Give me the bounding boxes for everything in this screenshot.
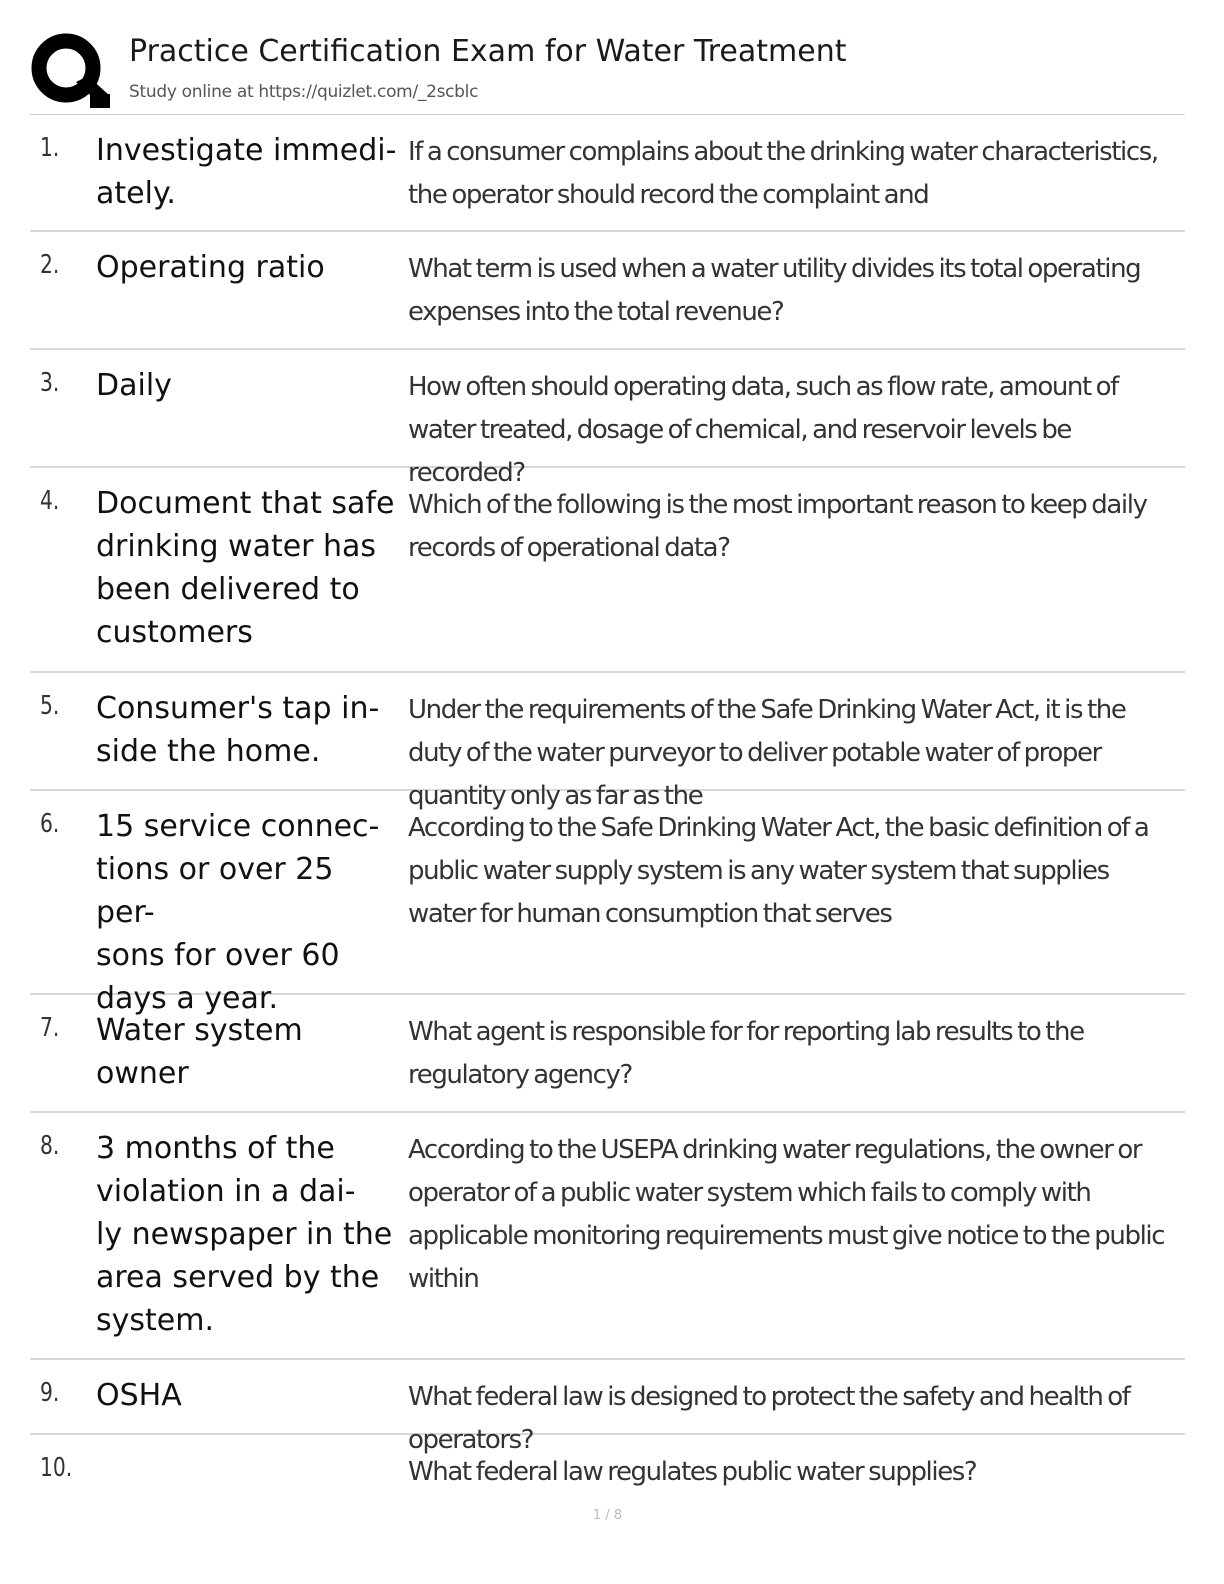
card-number: 8. (40, 1131, 60, 1161)
quizlet-q-logo-icon (30, 30, 110, 110)
card-number: 7. (40, 1013, 60, 1043)
card-row (30, 350, 1185, 488)
card-term: Water system owner (96, 1013, 303, 1091)
card-term: Document that safe drinking water has been delivered to customers (96, 486, 395, 650)
card-term: Operating ratio (96, 250, 325, 285)
card-row (30, 791, 1185, 1016)
card-term: 3 months of the violation in a dai- ly newspaper in the area served by the system. (96, 1131, 393, 1338)
card-definition: What federal law is designed to protect the safety and health of operators? (408, 1382, 1130, 1455)
card-row (30, 1435, 1185, 1505)
card-definition: If a consumer complains about the drinking water characteristics, the operator should record the complaint and (408, 137, 1158, 210)
card-definition: How often should operating data, such as flow rate, amount of water treated, dosage of chemical, and reservoir levels be recorded? (408, 372, 1118, 488)
card-definition: Under the requirements of the Safe Drinking Water Act, it is the duty of the water purveyor to deliver potable water of proper quantity only as far as the (408, 695, 1126, 811)
card-row (30, 232, 1185, 350)
card-number: 3. (40, 368, 60, 398)
study-online-link[interactable]: Study online at https://quizlet.com/_2scblc (129, 82, 479, 102)
card-number: 6. (40, 809, 60, 839)
card-row (30, 995, 1185, 1113)
card-number: 2. (40, 250, 60, 280)
document-header (30, 28, 1185, 114)
card-row (30, 1360, 1185, 1455)
card-definition: According to the Safe Drinking Water Act, the basic definition of a public water supply system is any water system that supplies water for human consumption that serves (408, 813, 1149, 929)
card-number: 5. (40, 691, 60, 721)
page-title: Practice Certification Exam for Water Treatment (129, 34, 847, 69)
card-term: Daily (96, 368, 172, 403)
card-number: 10. (40, 1453, 73, 1483)
card-definition: According to the USEPA drinking water regulations, the owner or operator of a public water system which fails to comply with applicable monitoring requirements must give notice to the public within (408, 1135, 1165, 1294)
card-row (30, 468, 1185, 673)
card-number: 9. (40, 1378, 60, 1408)
card-term: Investigate immedi- ately. (96, 133, 397, 211)
card-definition: What agent is responsible for for reporting lab results to the regulatory agency? (408, 1017, 1084, 1090)
card-row (30, 1113, 1185, 1360)
card-number: 1. (40, 133, 60, 163)
card-definition: What term is used when a water utility divides its total operating expenses into the total revenue? (408, 254, 1141, 327)
card-term: Consumer's tap in- side the home. (96, 691, 380, 769)
card-term: 15 service connec- tions or over 25 per- sons for over 60 days a year. (96, 809, 380, 1016)
card-number: 4. (40, 486, 60, 516)
document-page (30, 0, 1185, 1584)
card-row (30, 673, 1185, 811)
card-definition: What federal law regulates public water supplies? (408, 1457, 977, 1487)
card-definition: Which of the following is the most important reason to keep daily records of operational data? (408, 490, 1147, 563)
page-number: 1 / 8 (592, 1508, 623, 1523)
card-term: OSHA (96, 1378, 182, 1413)
card-row (30, 115, 1185, 232)
